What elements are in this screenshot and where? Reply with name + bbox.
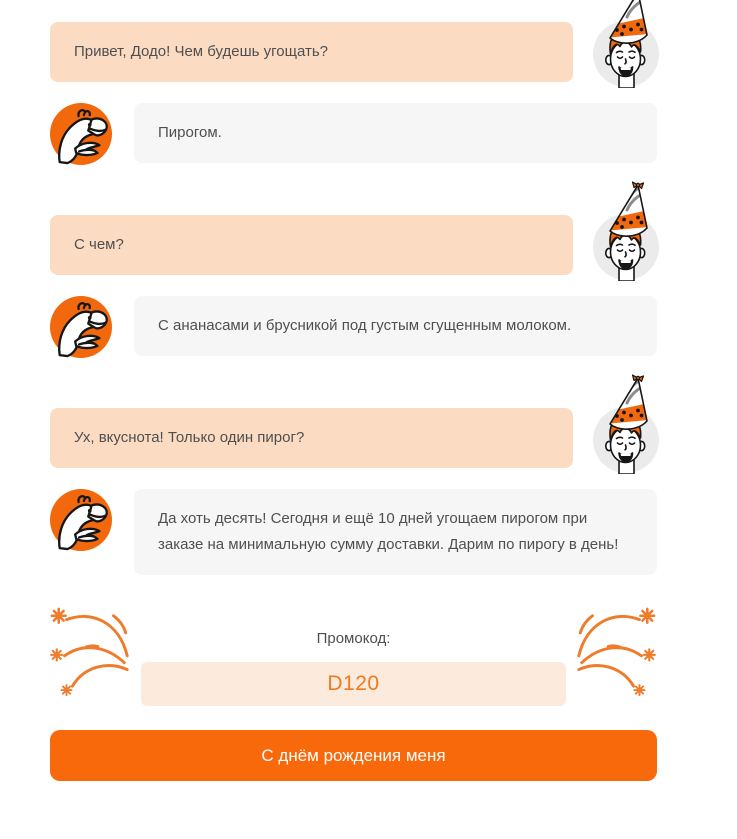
birthday-cta-label: С днём рождения меня bbox=[261, 745, 446, 765]
dodo-bird-avatar-icon bbox=[50, 103, 112, 165]
message-bubble-dodo bbox=[134, 296, 657, 356]
promo-label: Промокод: bbox=[316, 630, 391, 647]
message-bubble-dodo bbox=[134, 103, 657, 163]
message-row bbox=[50, 296, 657, 358]
message-bubble-user bbox=[50, 408, 573, 468]
promo-code-box[interactable] bbox=[141, 662, 566, 706]
message-row bbox=[50, 489, 657, 575]
message-bubble-dodo bbox=[134, 489, 657, 575]
dodo-bird-avatar-icon bbox=[50, 296, 112, 358]
message-text: Ух, вкуснота! Только один пирог? bbox=[74, 429, 305, 446]
message-row bbox=[50, 215, 657, 277]
dodo-bird-avatar-icon bbox=[50, 489, 112, 551]
user-party-avatar-icon bbox=[595, 215, 657, 277]
message-text: Привет, Додо! Чем будешь угощать? bbox=[74, 43, 329, 60]
user-party-avatar-icon bbox=[595, 22, 657, 84]
message-row bbox=[50, 103, 657, 165]
message-row bbox=[50, 22, 657, 84]
message-text: С чем? bbox=[74, 236, 124, 253]
fireworks-right-icon bbox=[570, 600, 660, 698]
birthday-chat-panel bbox=[50, 0, 657, 781]
message-row bbox=[50, 408, 657, 470]
message-text: Пирогом. bbox=[158, 124, 222, 141]
user-party-avatar-icon bbox=[595, 408, 657, 470]
message-bubble-user bbox=[50, 215, 573, 275]
fireworks-left-icon bbox=[46, 600, 136, 698]
message-bubble-user bbox=[50, 22, 573, 82]
promo-code-value: D120 bbox=[327, 672, 380, 695]
message-text: Да хоть десять! Сегодня и ещё 10 дней угощаем пирогом при заказе на минимальную сумму доставки. Дарим по пирогу в день! bbox=[158, 510, 619, 553]
message-text: С ананасами и брусникой под густым сгущенным молоком. bbox=[158, 317, 572, 334]
birthday-cta-button[interactable] bbox=[50, 730, 657, 781]
